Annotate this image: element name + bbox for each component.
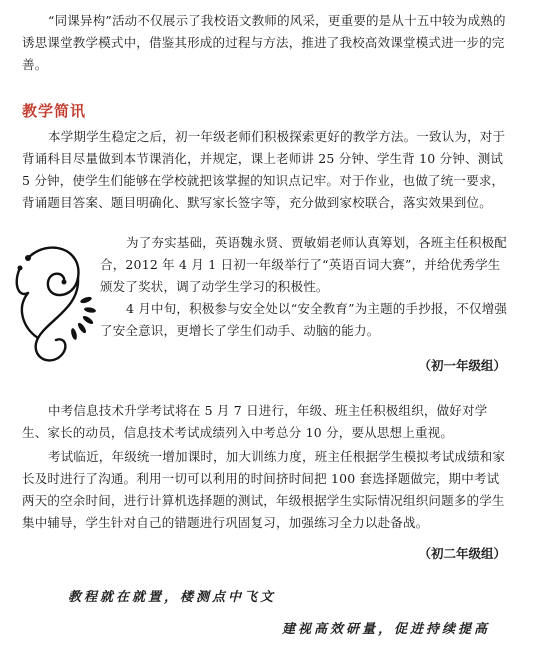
paragraph-3: 4 月中旬，积极参与安全处以“安全教育”为主题的手抄报，不仅增强了安全意识，更增长了学生们动手、动脑的能力。 [100, 301, 508, 338]
paragraph-2: 为了夯实基础，英语魏永贤、贾敏娟老师认真筹划，各班主任积极配合，2012 年 4 月 1 日初一年级举行了“英语百词大赛”，并给优秀学生颁发了奖状，调了动学生学习的积极性。 [100, 235, 508, 294]
section-title: 教学简讯 [22, 102, 87, 120]
signature-grade1: （初一年级组） [418, 358, 506, 373]
paragraph-5: 考试临近，年级统一增加课时，加大训练力度，班主任根据学生模拟考试成绩和家长及时进行了沟通。利用一切可以利用的时间挤时间把 100 套选择题做完，期中考试两天的空余时间，进行计算机选择题的测试，年级根据学生实际情况组织问题多的学生集中辅导，学生针对自己的错题进行巩固复习，加强练习全力以赴备战。 [22, 449, 506, 530]
paragraph-1: 本学期学生稳定之后，初一年级老师们积极探索更好的教学方法。一致认为，对于背诵科目尽量做到本节课消化，并规定，课上老师讲 25 分钟、学生背 10 分钟、测试 5 分钟，使学生们能够在学校就把该掌握的知识点记牢。对于作业，也做了统一要求，背诵题目答案、题目明确化、默写家长签字等，充分做到家校联合，落实效果到位。 [22, 129, 506, 210]
signature-grade2: （初二年级组） [418, 546, 506, 561]
intro-paragraph: “同课异构”活动不仅展示了我校语文教师的风采，更重要的是从十五中较为成熟的诱思课堂教学模式中，借鉴其形成的过程与方法，推进了我校高效课堂模式进一步的完善。 [22, 13, 506, 72]
swirl-ornament-icon [8, 238, 98, 368]
calligraphy-line-2: 建视高效研量，促进持续提高 [282, 622, 491, 637]
calligraphy-line-1: 教程就在就置，楼测点中飞文 [68, 590, 277, 605]
paragraph-4: 中考信息技术升学考试将在 5 月 7 日进行，年级、班主任积极组织，做好对学生、家长的动员，信息技术考试成绩列入中考总分 10 分，要从思想上重视。 [22, 403, 488, 440]
